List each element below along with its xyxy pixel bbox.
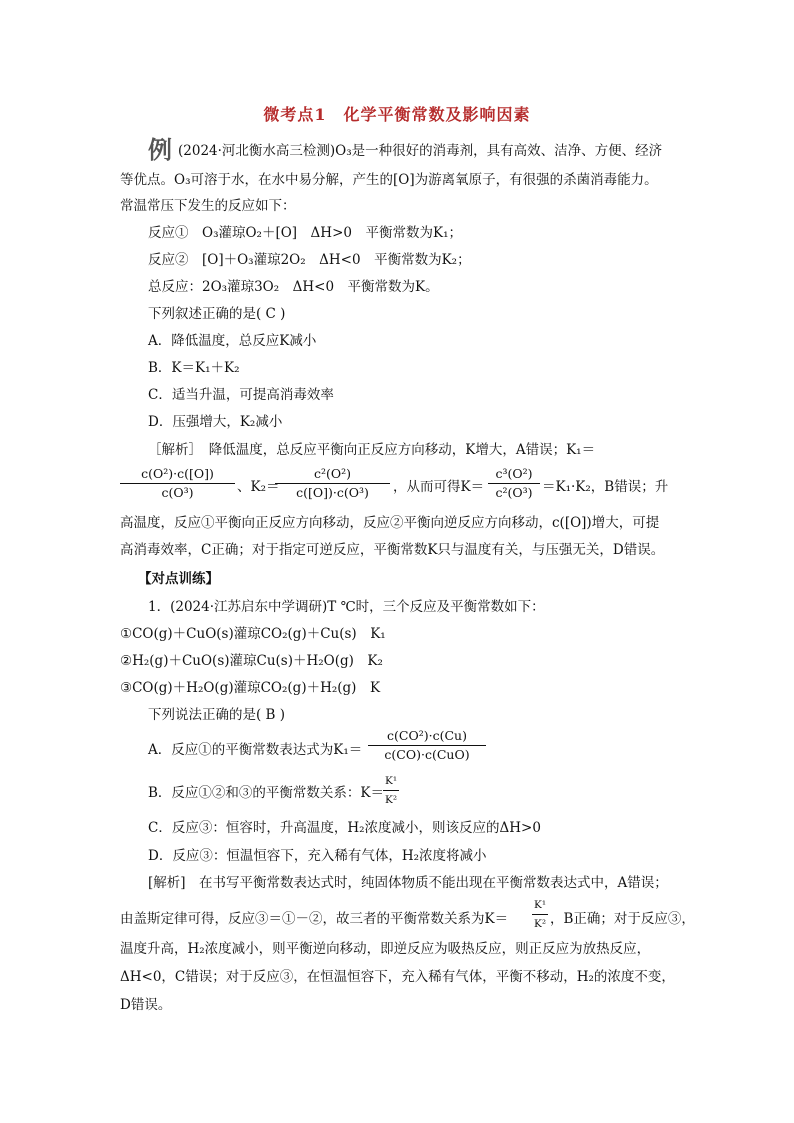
practice-question: 下列说法正确的是( B ) — [148, 707, 286, 723]
fraction-k2 — [275, 466, 390, 501]
practice-analysis-line-4: ΔH<0，C错误；对于反应③，在恒温恒容下，充入稀有气体，平衡不移动，H₂的浓度不变， — [120, 969, 675, 985]
example-analysis-line-1: ［解析］ 降低温度，总反应平衡向正反应方向移动，K增大，A错误；K₁＝ — [148, 442, 596, 458]
practice-analysis-line-2: 由盖斯定律可得，反应③＝①－②，故三者的平衡常数关系为K＝ — [120, 911, 509, 927]
practice-option-a: A．反应①的平衡常数表达式为K₁＝ — [148, 742, 363, 758]
practice-option-b: B．反应①②和③的平衡常数关系：K＝ — [148, 785, 385, 801]
fraction-option-b-denominator: K² — [384, 794, 398, 806]
fraction-k-denominator: c²(O³) — [495, 485, 533, 500]
page-title: 微考点1 化学平衡常数及影响因素 — [263, 105, 531, 124]
practice-option-c: C．反应③：恒容时，升高温度，H₂浓度减小，则该反应的ΔH>0 — [148, 820, 541, 836]
fraction-k2-numerator: c²(O²) — [313, 466, 352, 481]
analysis-tail-1: ＝K₁·K₂，B错误；升 — [542, 479, 669, 495]
reaction-2: 反应② [O]＋O₃灌琼2O₂ ΔH<0 平衡常数为K₂； — [148, 252, 471, 268]
fraction-k1-denominator: c(O³) — [161, 485, 194, 500]
fraction-k1 — [120, 466, 235, 501]
fraction-k2-denominator: c([O])·c(O³) — [296, 485, 369, 500]
example-badge: 例 — [148, 135, 172, 164]
example-option-d: D．压强增大，K₂减小 — [148, 414, 283, 430]
fraction-practice-analysis-numerator: K¹ — [533, 899, 547, 911]
practice-equation-3: ③CO(g)＋H₂O(g)灌琼CO₂(g)＋H₂(g) K — [120, 680, 381, 696]
fraction-practice-analysis — [532, 897, 548, 932]
fraction-bar — [383, 790, 399, 791]
example-line-3: 常温常压下发生的反应如下： — [120, 198, 296, 214]
example-line-1: (2024·河北衡水高三检测)O₃是一种很好的消毒剂，具有高效、洁净、方便、经济 — [178, 143, 663, 159]
analysis-mid-2: ，从而可得K＝ — [393, 479, 485, 495]
fraction-option-b — [383, 773, 399, 808]
reaction-1: 反应① O₃灌琼O₂＋[O] ΔH>0 平衡常数为K₁； — [148, 225, 462, 241]
fraction-bar — [368, 745, 486, 746]
example-question: 下列叙述正确的是( C ) — [148, 306, 286, 322]
fraction-practice-analysis-denominator: K² — [533, 918, 547, 930]
fraction-k — [488, 466, 540, 501]
fraction-option-a — [368, 728, 486, 763]
fraction-option-a-denominator: c(CO)·c(CuO) — [384, 747, 470, 762]
example-analysis-line-3: 高温度，反应①平衡向正反应方向移动，反应②平衡向逆反应方向移动，c([O])增大，可提 — [120, 515, 660, 531]
analysis-mid-1: 、K₂＝ — [237, 479, 280, 495]
practice-analysis-line-1: [解析] 在书写平衡常数表达式时，纯固体物质不能出现在平衡常数表达式中，A错误； — [148, 875, 668, 891]
practice-question-1: 1．(2024·江苏启东中学调研)T ℃时，三个反应及平衡常数如下： — [148, 599, 545, 615]
reaction-total: 总反应：2O₃灌琼3O₂ ΔH<0 平衡常数为K。 — [148, 279, 439, 295]
example-option-a: A．降低温度，总反应K减小 — [148, 333, 317, 349]
fraction-bar — [532, 914, 548, 915]
practice-analysis-line-2-tail: ，B正确；对于反应③， — [550, 911, 695, 927]
practice-analysis-line-5: D错误。 — [120, 997, 172, 1013]
fraction-k-numerator: c³(O²) — [495, 466, 533, 481]
fraction-bar — [488, 483, 540, 484]
practice-equation-2: ②H₂(g)＋CuO(s)灌琼Cu(s)＋H₂O(g) K₂ — [120, 653, 383, 669]
example-line-2: 等优点。O₃可溶于水，在水中易分解，产生的[O]为游离氧原子，有很强的杀菌消毒能力。 — [120, 172, 658, 188]
practice-option-d: D．反应③：恒温恒容下，充入稀有气体，H₂浓度将减小 — [148, 848, 487, 864]
fraction-option-a-numerator: c(CO²)·c(Cu) — [387, 728, 467, 743]
practice-equation-1: ①CO(g)＋CuO(s)灌琼CO₂(g)＋Cu(s) K₁ — [120, 626, 386, 642]
fraction-option-b-numerator: K¹ — [384, 775, 398, 787]
example-option-b: B．K＝K₁＋K₂ — [148, 360, 240, 376]
example-option-c: C．适当升温，可提高消毒效率 — [148, 387, 334, 403]
example-analysis-line-4: 高消毒效率，C正确；对于指定可逆反应，平衡常数K只与温度有关，与压强无关，D错误。 — [120, 542, 665, 558]
fraction-k1-numerator: c(O²)·c([O]) — [141, 466, 214, 481]
fraction-bar — [275, 483, 390, 484]
practice-heading: 【对点训练】 — [138, 571, 219, 587]
practice-analysis-line-3: 温度升高，H₂浓度减小，则平衡逆向移动，即逆反应为吸热反应，则正反应为放热反应， — [120, 941, 651, 957]
fraction-bar — [120, 483, 235, 484]
